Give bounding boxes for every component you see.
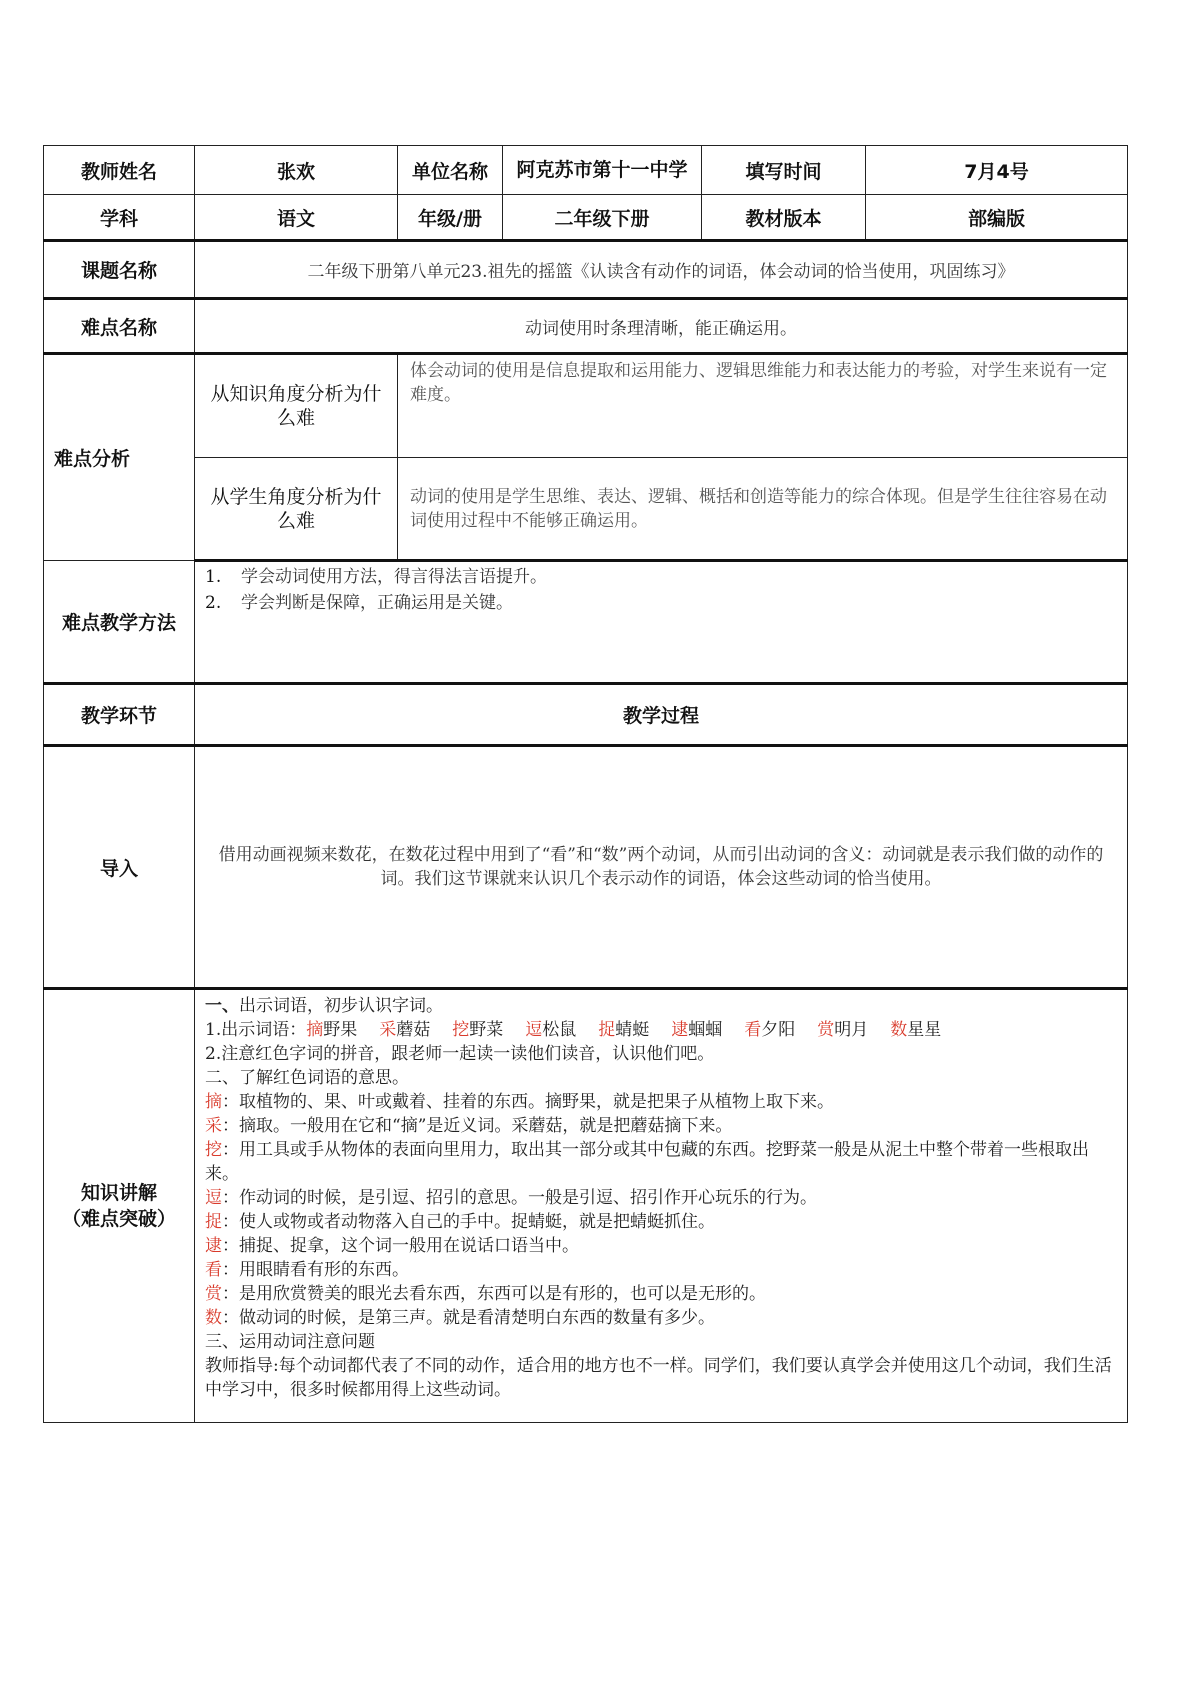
teacher-guidance: 教师指导:每个动词都代表了不同的动作，适合用的地方也不一样。同学们，我们要认真学会并使用这几个动词，我们生活中学习中，很多时候都用得上这些动词。 — [205, 1356, 1112, 1400]
edition-label: 教材版本 — [702, 195, 866, 241]
heading-1: 一、出示词语，初步认识字词。 — [205, 996, 443, 1016]
intro-row — [44, 746, 1128, 989]
difficulty-label: 难点名称 — [44, 299, 195, 354]
definition: 采：摘取。一般用在它和“摘”是近义词。采蘑菇，就是把蘑菇摘下来。 — [205, 1116, 733, 1136]
knowledge-content — [195, 989, 1128, 1423]
analysis-row-student — [44, 458, 1128, 561]
process-label: 教学过程 — [195, 684, 1128, 746]
topic-value: 二年级下册第八单元23.祖先的摇篮《认读含有动作的词语，体会动词的恰当使用，巩固练习》 — [195, 241, 1128, 299]
process-header-row — [44, 684, 1128, 746]
intro-text: 借用动画视频来数花，在数花过程中用到了“看”和“数”两个动词，从而引出动词的含义：动词就是表示我们做的动作的词。我们这节课就来认识几个表示动作的词语，体会这些动词的恰当使用。 — [195, 746, 1128, 989]
definition: 看：用眼睛看有形的东西。 — [205, 1260, 409, 1280]
unit-value: 阿克苏市第十一中学 — [503, 146, 702, 195]
definition: 摘：取植物的、果、叶或戴着、挂着的东西。摘野果，就是把果子从植物上取下来。 — [205, 1092, 834, 1112]
word-item: 逗松鼠 — [525, 1020, 577, 1040]
methods-item: 1. 学会动词使用方法，得言得法言语提升。 — [205, 567, 547, 587]
word-item: 捉蜻蜓 — [598, 1020, 650, 1040]
knowledge-row — [44, 989, 1128, 1423]
word-item: 看夕阳 — [744, 1020, 796, 1040]
methods-list — [195, 564, 1127, 616]
topic-row — [44, 241, 1128, 299]
edition-value: 部编版 — [866, 195, 1128, 241]
definition: 赏：是用欣赏赞美的眼光去看东西，东西可以是有形的，也可以是无形的。 — [205, 1284, 766, 1304]
difficulty-row — [44, 299, 1128, 354]
subject-value: 语文 — [195, 195, 398, 241]
word-item: 摘野果 — [306, 1020, 358, 1040]
teacher-value: 张欢 — [195, 146, 398, 195]
methods-cell — [195, 561, 1128, 684]
heading-3: 三、运用动词注意问题 — [205, 1332, 375, 1352]
grade-value: 二年级下册 — [503, 195, 702, 241]
time-label: 填写时间 — [702, 146, 866, 195]
analysis-label: 难点分析 — [44, 354, 195, 561]
knowledge-label — [44, 989, 195, 1423]
knowledge-angle-text: 体会动词的使用是信息提取和运用能力、逻辑思维能力和表达能力的考验，对学生来说有一定难度。 — [398, 354, 1128, 458]
teacher-label: 教师姓名 — [44, 146, 195, 195]
note-2: 2.注意红色字词的拼音，跟老师一起读一读他们读音，认识他们吧。 — [205, 1044, 715, 1064]
heading-2: 二、了解红色词语的意思。 — [205, 1068, 409, 1088]
grade-label: 年级/册 — [398, 195, 503, 241]
unit-label: 单位名称 — [398, 146, 503, 195]
definition: 逮：捕捉、捉拿，这个词一般用在说话口语当中。 — [205, 1236, 579, 1256]
word-item: 数星星 — [890, 1020, 942, 1040]
time-value: 7月4号 — [866, 146, 1128, 195]
word-item: 赏明月 — [817, 1020, 869, 1040]
knowledge-label-line2: （难点突破） — [61, 1208, 176, 1230]
methods-row — [44, 561, 1128, 684]
section-label: 教学环节 — [44, 684, 195, 746]
header-row-1 — [44, 146, 1128, 195]
analysis-row-knowledge — [44, 354, 1128, 458]
definition: 逗：作动词的时候，是引逗、招引的意思。一般是引逗、招引作开心玩乐的行为。 — [205, 1188, 817, 1208]
knowledge-angle-label: 从知识角度分析为什么难 — [195, 354, 398, 458]
methods-item: 2. 学会判断是保障，正确运用是关键。 — [205, 593, 513, 613]
word-item: 逮蝈蝈 — [671, 1020, 723, 1040]
knowledge-label-line1: 知识讲解 — [80, 1182, 157, 1204]
word-item: 采蘑菇 — [379, 1020, 431, 1040]
word-list: 1.出示词语：摘野果 采蘑菇 挖野菜 逗松鼠 捉蜻蜓 逮蝈蝈 看夕阳 赏明月 数星星 — [205, 1020, 942, 1040]
student-angle-label: 从学生角度分析为什么难 — [195, 458, 398, 561]
student-angle-text: 动词的使用是学生思维、表达、逻辑、概括和创造等能力的综合体现。但是学生往往容易在动词使用过程中不能够正确运用。 — [398, 458, 1128, 561]
definition: 捉：使人或物或者动物落入自己的手中。捉蜻蜓，就是把蜻蜓抓住。 — [205, 1212, 715, 1232]
subject-label: 学科 — [44, 195, 195, 241]
definition: 数：做动词的时候，是第三声。就是看清楚明白东西的数量有多少。 — [205, 1308, 715, 1328]
methods-label: 难点教学方法 — [44, 561, 195, 684]
topic-label: 课题名称 — [44, 241, 195, 299]
header-row-2 — [44, 195, 1128, 241]
lesson-plan-table — [43, 145, 1128, 1423]
word-item: 挖野菜 — [452, 1020, 504, 1040]
intro-label: 导入 — [44, 746, 195, 989]
difficulty-value: 动词使用时条理清晰，能正确运用。 — [195, 299, 1128, 354]
definition: 挖：用工具或手从物体的表面向里用力，取出其一部分或其中包藏的东西。挖野菜一般是从泥土中整个带着一些根取出来。 — [205, 1140, 1089, 1184]
